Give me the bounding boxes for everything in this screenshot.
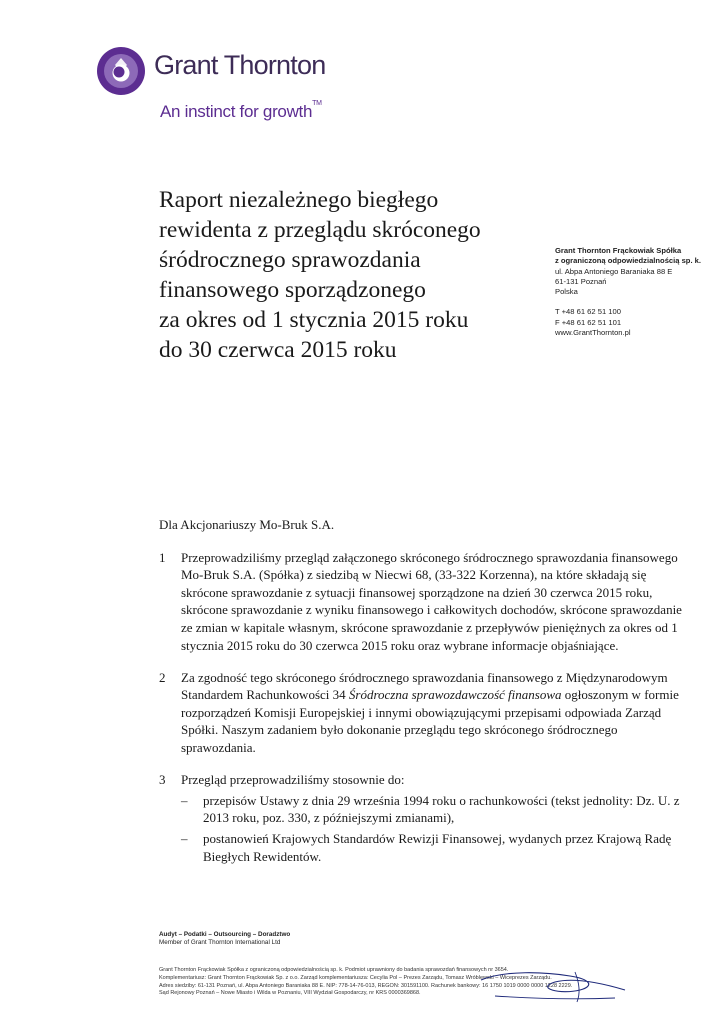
legal-line: Adres siedziby: 61-131 Poznań, ul. Abpa Antoniego Baraniaka 88 E. NIP: 778-14-76-013, REGON: 301591100. Rachunek bankowy: 16 1750 1019 0000 0000 1228 2229. (159, 982, 573, 989)
paragraph-number: 1 (159, 549, 166, 565)
legal-line: Grant Thornton Frąckowiak Spółka z ograniczoną odpowiedzialnością sp. k. Podmiot uprawniony do badania sprawozdań finansowych nr 3654. (159, 967, 509, 973)
title-line: śródrocznego sprawozdania (159, 247, 421, 273)
footer-services (159, 931, 559, 948)
phone-line: T +48 61 62 51 100 (555, 307, 621, 317)
trademark-mark: TM (312, 100, 322, 107)
company-address-block (555, 246, 720, 338)
title-line: za okres od 1 stycznia 2015 roku (159, 307, 469, 333)
logo-company-name: Grant Thornton (154, 50, 326, 80)
legal-line: Komplementariusz: Grant Thornton Frąckowiak Sp. z o.o. Zarząd komplementariusza: Cecylia Pol – Prezes Zarządu, Tomasz Wróblewski – Wiceprezes Zarządu. (159, 974, 552, 981)
member-line: Member of Grant Thornton International Ltd (159, 939, 281, 947)
logo-tagline: An instinct for growth™ (160, 100, 322, 121)
standard-name-italic: Śródroczna sprawozdawczość finansowa (348, 687, 562, 703)
fax-line: F +48 61 62 51 101 (555, 317, 622, 327)
city-line: 61-131 Poznań (555, 276, 607, 286)
street-line: ul. Abpa Antoniego Baraniaka 88 E (555, 266, 673, 276)
list-item (181, 792, 689, 827)
handwritten-signature (475, 968, 635, 1008)
report-title (159, 185, 529, 365)
grant-thornton-emblem-icon (96, 46, 146, 96)
paragraph-number: 3 (159, 772, 166, 788)
paragraph-text: Przegląd przeprowadziliśmy stosownie do: (181, 772, 405, 788)
paragraph-3 (159, 771, 689, 865)
paragraph-1 (159, 549, 689, 655)
list-item-text: postanowień Krajowych Standardów Rewizji Finansowej, wydanych przez Krajową Radę Biegłych Rewidentów. (203, 830, 672, 864)
title-line: finansowego sporządzonego (159, 277, 426, 303)
paragraph-2 (159, 669, 689, 757)
list-item-text: przepisów Ustawy z dnia 29 września 1994 roku o rachunkowości (tekst jednolity: Dz. U. z 2013 roku, poz. 330, z późniejszymi zmianami), (203, 792, 680, 826)
paragraph-text: Za zgodność tego skróconego śródrocznego sprawozdania finansowego z Międzynarodowym Standardem Rachunkowości 34 Śródroczna sprawozdawczość finansowa ogłoszonym w formie rozporządzeń Komisji Europejskiej i innymi obowiązującymi przepisami odpowiada Zarząd Spółki. Naszym zadaniem było dokonanie przeglądu tego skróconego śródrocznego sprawozdania. (181, 669, 679, 756)
paragraph-text: Przeprowadziliśmy przegląd załączonego skróconego śródrocznego sprawozdania finansowego Mo-Bruk S.A. (Spółka) z siedzibą w Niecwi 68, (33-322 Korzenna), na które składają się skrócone sprawozdanie z sytuacji finansowej sporządzone na dzień 30 czerwca 2015 roku, skrócone sprawozdanie z wyniku finansowego i całkowitych dochodów, skrócone sprawozdanie ze zmian w kapitale własnym, skrócone sprawozdanie z przepływów pieniężnych za okres od 1 stycznia 2015 roku do 30 czerwca 2015 roku oraz wybrane informacje objaśniające. (181, 549, 682, 653)
company-legal-form-line: z ograniczoną odpowiedzialnością sp. k. (555, 256, 701, 266)
salutation: Dla Akcjonariuszy Mo-Bruk S.A. (159, 517, 335, 532)
legal-line: Sąd Rejonowy Poznań – Nowe Miasto i Wilda w Poznaniu, VIII Wydział Gospodarczy, nr KRS 0000369868. (159, 990, 421, 997)
title-line: Raport niezależnego biegłego (159, 187, 439, 213)
country-line: Polska (555, 287, 578, 297)
list-item (181, 830, 689, 865)
title-line: do 30 czerwca 2015 roku (159, 337, 397, 363)
paragraph-number: 2 (159, 669, 166, 685)
services-line: Audyt – Podatki – Outsourcing – Doradztwo (159, 931, 291, 938)
dash-bullet: – (181, 830, 188, 846)
dash-bullet: – (181, 792, 188, 808)
website-line: www.GrantThornton.pl (555, 328, 631, 338)
company-name-line: Grant Thornton Frąckowiak Spółka (555, 246, 682, 255)
letter-body (159, 516, 689, 880)
title-line: rewidenta z przeglądu skróconego (159, 217, 481, 243)
grant-thornton-logo (96, 44, 366, 134)
